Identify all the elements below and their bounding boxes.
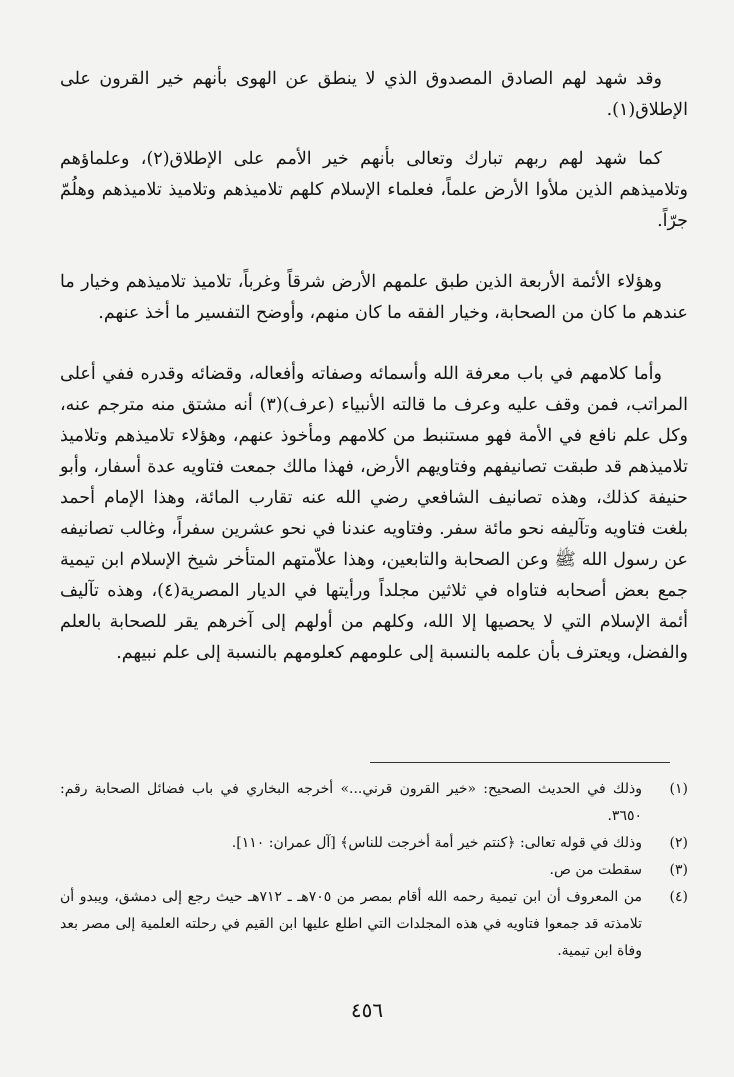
footnote-4 xyxy=(60,884,688,965)
paragraph-3: وهؤلاء الأئمة الأربعة الذين طبق علمهم الأرض شرقاً وغرباً، تلاميذ تلاميذهم وخيار ما عندهم ما كان من الصحابة، وخيار الفقه ما كان منهم، وأوضح التفسير ما أخذ عنهم. xyxy=(60,272,688,323)
footnote-text: وذلك في الحديث الصحيح: «خير القرون قرني...» أخرجه البخاري في باب فضائل الصحابة رقم: ٣٦٥٠. xyxy=(60,781,642,824)
footnote-text: سقطت من ص. xyxy=(549,862,642,878)
footnote-number: (١) xyxy=(669,781,688,797)
paragraph-2: كما شهد لهم ربهم تبارك وتعالى بأنهم خير الأمم على الإطلاق(٢)، وعلماؤهم وتلاميذهم الذين ملأوا الأرض علماً، فعلماء الإسلام كلهم تلاميذهم وتلاميذ تلاميذهم وهلُمّ جرّاً. xyxy=(60,149,688,231)
footnote-1 xyxy=(60,776,688,830)
footnote-divider xyxy=(370,762,670,763)
footnote-number: (٣) xyxy=(669,862,688,878)
footnote-number: (٢) xyxy=(669,835,688,851)
footnote-text: من المعروف أن ابن تيمية رحمه الله أقام بمصر من ٧٠٥هـ ـ ٧١٢هـ حيث رجع إلى دمشق، ويبدو أن تلامذته قد جمعوا فتاويه في هذه المجلدات التي اطلع عليها ابن القيم في رحلته العلمية إلى مصر بعد وفاة ابن تيمية. xyxy=(60,889,642,959)
footnote-3 xyxy=(60,857,688,884)
page-number: ٤٥٦ xyxy=(350,998,384,1022)
footnote-number: (٤) xyxy=(669,889,688,905)
paragraph-4: وأما كلامهم في باب معرفة الله وأسمائه وصفاته وأفعاله، وقضائه وقدره ففي أعلى المراتب، فمن وقف عليه وعرف ما قالته الأنبياء (عرف)(٣) أنه مشتق منه مترجم عنه، وكل علم نافع في الأمة فهو مستنبط من كلامهم ومأخوذ عنهم، وهؤلاء تلاميذهم وتلاميذ تلاميذهم قد طبقت تصانيفهم وفتاويهم الأرض، فهذا مالك جمعت فتاويه عدة أسفار، وأبو حنيفة كذلك، وهذه تصانيف الشافعي رضي الله عنه تقارب المائة، وهذا الإمام أحمد بلغت فتاويه وتآليفه نحو مائة سفر. وفتاويه عندنا في نحو عشرين سفراً، وغالب تصانيفه عن رسول الله ﷺ وعن الصحابة والتابعين، وهذا علاّمتهم المتأخر شيخ الإسلام ابن تيمية جمع بعض أصحابه فتاواه في ثلاثين مجلداً ورأيتها في الديار المصرية(٤)، وهذه تآليف أئمة الإسلام التي لا يحصيها إلا الله، وكلهم من أولهم إلى آخرهم يقر للصحابة بالعلم والفضل، ويعترف بأن علمه بالنسبة إلى علومهم كعلومهم بالنسبة إلى علم نبيهم. xyxy=(60,364,688,663)
main-text xyxy=(60,64,688,669)
paragraph-1: وقد شهد لهم الصادق المصدوق الذي لا ينطق عن الهوى بأنهم خير القرون على الإطلاق(١). xyxy=(60,69,688,120)
footnote-text: وذلك في قوله تعالى: ﴿كنتم خير أمة أخرجت للناس﴾ [آل عمران: ١١٠]. xyxy=(231,835,642,851)
footnote-2 xyxy=(60,830,688,857)
footnotes xyxy=(60,776,688,965)
